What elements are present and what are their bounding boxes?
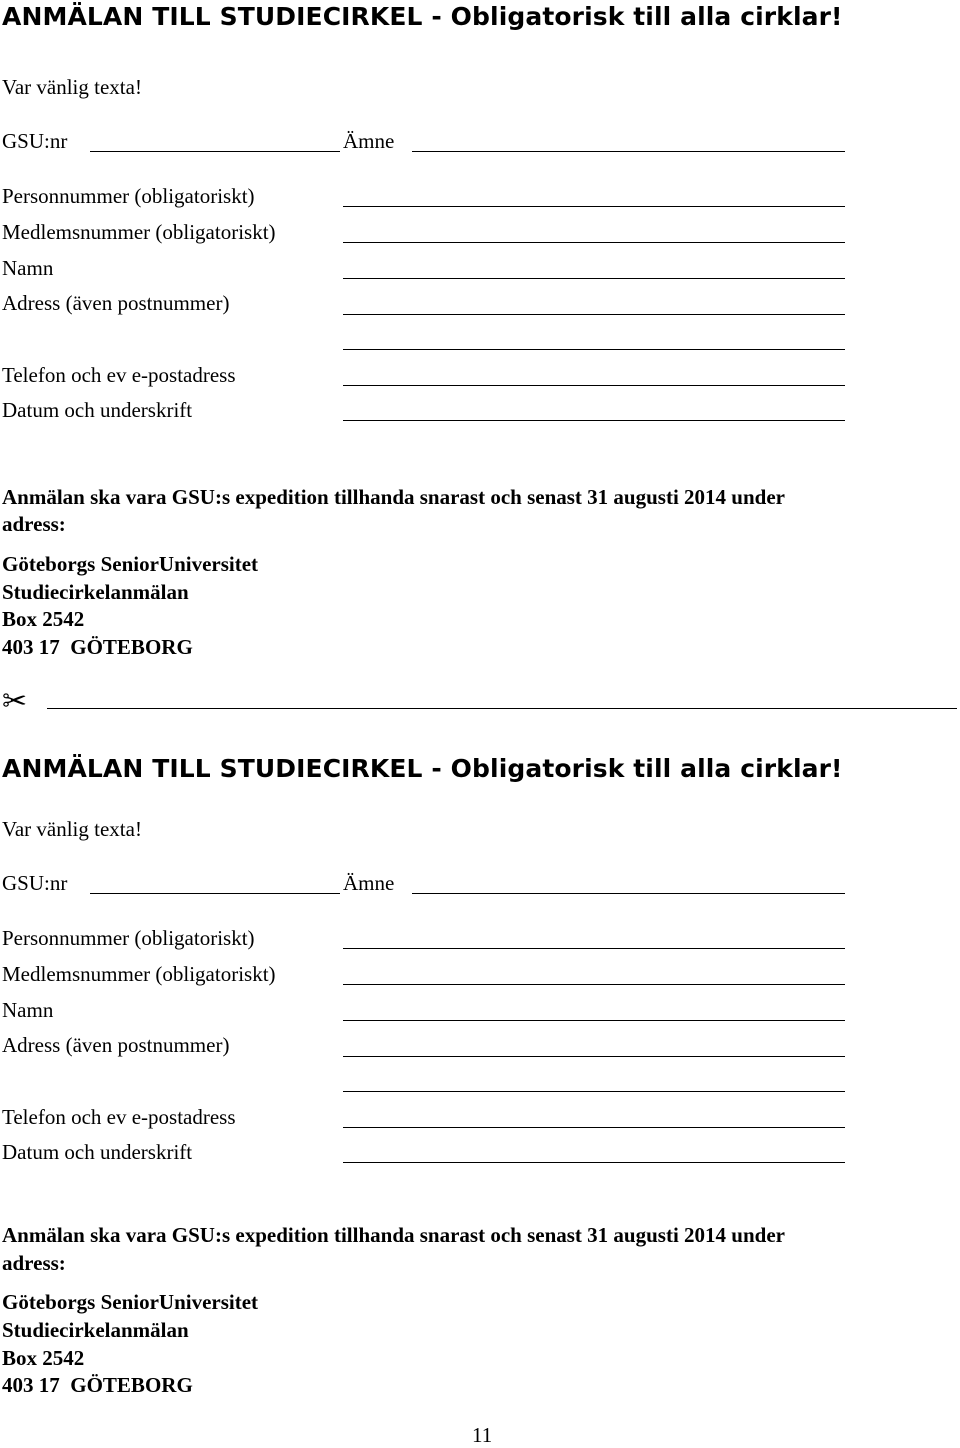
address-label: Adress (även postnummer) — [2, 291, 230, 315]
phone-email-label: Telefon och ev e-postadress — [2, 1105, 236, 1129]
address-field[interactable] — [343, 1056, 845, 1057]
address-box: Box 2542 — [2, 607, 85, 631]
gsu-label: GSU:nr — [2, 129, 68, 153]
phone-email-label: Telefon och ev e-postadress — [2, 363, 236, 387]
member-number-field[interactable] — [343, 984, 845, 985]
gsu-field[interactable] — [90, 151, 340, 152]
address-field[interactable] — [343, 314, 845, 315]
instruction-text: Var vänlig texta! — [2, 75, 142, 99]
address-box: Box 2542 — [2, 1346, 85, 1370]
address-org: Göteborgs SeniorUniversitet — [2, 1290, 259, 1314]
cut-line — [0, 682, 960, 722]
date-signature-label: Datum och underskrift — [2, 1140, 193, 1164]
personnummer-label: Personnummer (obligatoriskt) — [2, 184, 255, 208]
personnummer-field[interactable] — [343, 948, 845, 949]
member-number-label: Medlemsnummer (obligatoriskt) — [2, 220, 276, 244]
subject-label: Ämne — [343, 129, 395, 153]
address-city: 403 17 GÖTEBORG — [2, 1373, 193, 1397]
date-signature-label: Datum och underskrift — [2, 398, 193, 422]
notice-line-1: Anmälan ska vara GSU:s expedition tillhanda snarast och senast 31 augusti 2014 under — [2, 1223, 785, 1247]
notice-line-1: Anmälan ska vara GSU:s expedition tillhanda snarast och senast 31 augusti 2014 under — [2, 485, 785, 509]
address-org: Göteborgs SeniorUniversitet — [2, 552, 259, 576]
address-label: Adress (även postnummer) — [2, 1033, 230, 1057]
notice-line-2: adress: — [2, 512, 66, 536]
scissors-icon: ✂ — [2, 684, 28, 719]
date-signature-field[interactable] — [343, 1162, 845, 1163]
form-title: ANMÄLAN TILL STUDIECIRKEL - Obligatorisk till alla cirklar! — [2, 2, 843, 31]
date-signature-field[interactable] — [343, 420, 845, 421]
name-label: Namn — [2, 256, 54, 280]
notice-line-2: adress: — [2, 1251, 66, 1275]
gsu-label: GSU:nr — [2, 871, 68, 895]
name-label: Namn — [2, 998, 54, 1022]
address-dept: Studiecirkelanmälan — [2, 580, 189, 604]
dashed-cut-rule — [47, 708, 957, 709]
address-field-line-2[interactable] — [343, 349, 845, 350]
form-title: ANMÄLAN TILL STUDIECIRKEL - Obligatorisk till alla cirklar! — [2, 754, 843, 783]
name-field[interactable] — [343, 278, 845, 279]
personnummer-label: Personnummer (obligatoriskt) — [2, 926, 255, 950]
member-number-label: Medlemsnummer (obligatoriskt) — [2, 962, 276, 986]
subject-label: Ämne — [343, 871, 395, 895]
address-field-line-2[interactable] — [343, 1091, 845, 1092]
subject-field[interactable] — [412, 151, 845, 152]
registration-form-bottom — [0, 742, 960, 1422]
address-city: 403 17 GÖTEBORG — [2, 635, 193, 659]
address-dept: Studiecirkelanmälan — [2, 1318, 189, 1342]
subject-field[interactable] — [412, 893, 845, 894]
phone-email-field[interactable] — [343, 1127, 845, 1128]
instruction-text: Var vänlig texta! — [2, 817, 142, 841]
name-field[interactable] — [343, 1020, 845, 1021]
phone-email-field[interactable] — [343, 385, 845, 386]
page-number: 11 — [472, 1423, 493, 1447]
gsu-field[interactable] — [90, 893, 340, 894]
registration-form-top — [0, 0, 960, 680]
member-number-field[interactable] — [343, 242, 845, 243]
personnummer-field[interactable] — [343, 206, 845, 207]
